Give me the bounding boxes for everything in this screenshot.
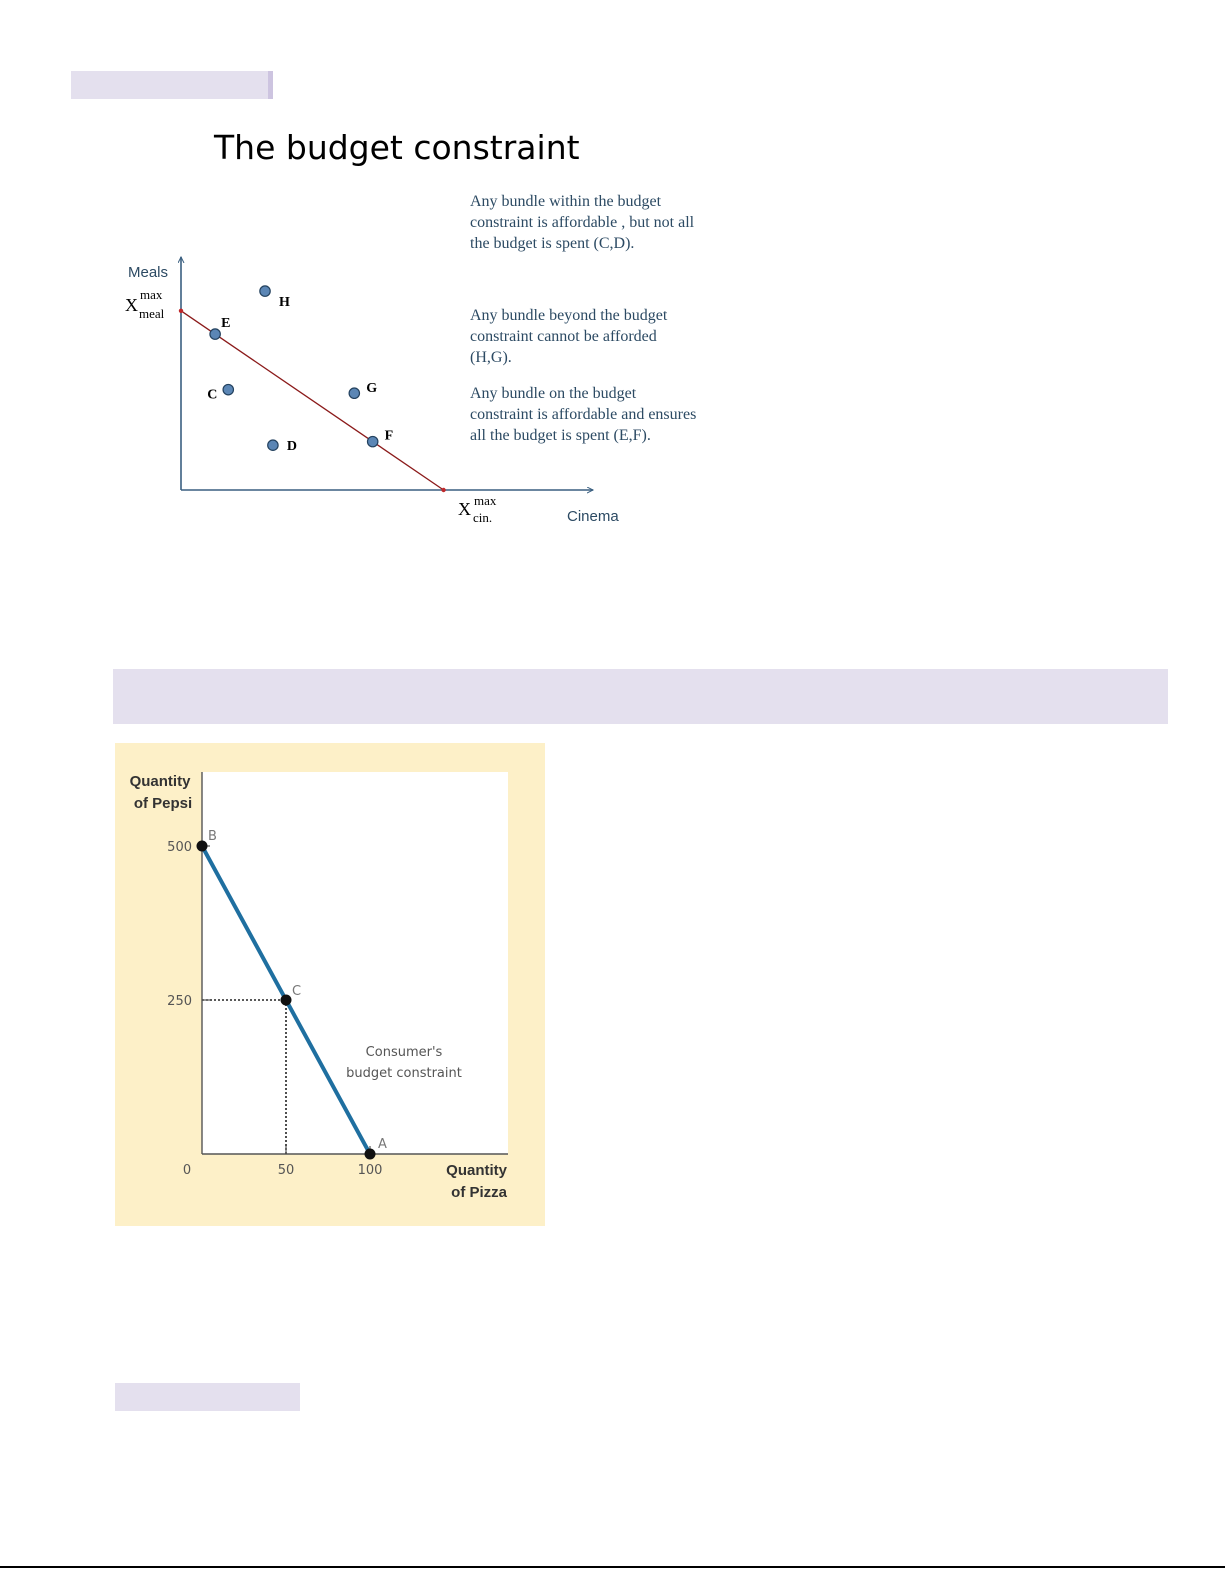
y-axis-label-line-2: of Pepsi (133, 795, 193, 812)
bundle-label-e: E (221, 316, 231, 332)
annotation-line-1: Consumer's (365, 1045, 443, 1060)
y-intercept-sub: meal (139, 306, 165, 321)
x-axis-label: Cinema (567, 508, 619, 525)
plot-area (202, 772, 508, 1154)
point-label-a: A (378, 1137, 387, 1152)
page-bottom-rule (0, 1566, 1225, 1568)
note-on: Any bundle on the budget constraint is affordable and ensures all the budget is spent (E,F). (470, 385, 697, 444)
x-axis-label-line-2: of Pizza (451, 1184, 507, 1201)
point-b (197, 841, 208, 852)
x-intercept-sup: max (474, 493, 497, 508)
note-beyond: Any bundle beyond the budget constraint cannot be afforded (H,G). (470, 307, 668, 366)
point-c (281, 995, 292, 1006)
footer-band (115, 1383, 300, 1411)
y-intercept-base: X (125, 295, 138, 315)
point-label-b: B (208, 829, 217, 844)
point-label-c: C (292, 984, 302, 999)
x-tick-label-100: 100 (357, 1163, 383, 1178)
note-within: Any bundle within the budget constraint is affordable , but not all the budget is spent (C,D). (470, 193, 695, 252)
bundle-label-c: C (207, 387, 218, 403)
bundle-label-h: H (279, 295, 290, 311)
pizza-pepsi-chart (0, 0, 700, 1300)
y-axis-label: Meals (128, 264, 169, 281)
x-axis-label-line-1: Quantity (446, 1162, 507, 1179)
x-intercept-sub: cin. (473, 510, 493, 525)
point-a (365, 1149, 376, 1160)
annotation-line-2: budget constraint (346, 1066, 462, 1081)
x-tick-label-0: 0 (182, 1163, 192, 1178)
bundle-label-g: G (366, 381, 378, 397)
y-axis-label-line-1: Quantity (129, 773, 191, 790)
x-intercept-base: X (458, 499, 471, 519)
bundle-label-f: F (384, 428, 394, 444)
bundle-label-d: D (286, 439, 298, 455)
y-intercept-sup: max (140, 287, 163, 302)
x-tick-label-50: 50 (277, 1163, 295, 1178)
y-tick-label-500: 500 (167, 840, 192, 855)
y-tick-label-250: 250 (167, 994, 192, 1009)
slide-title: The budget constraint (214, 128, 580, 167)
